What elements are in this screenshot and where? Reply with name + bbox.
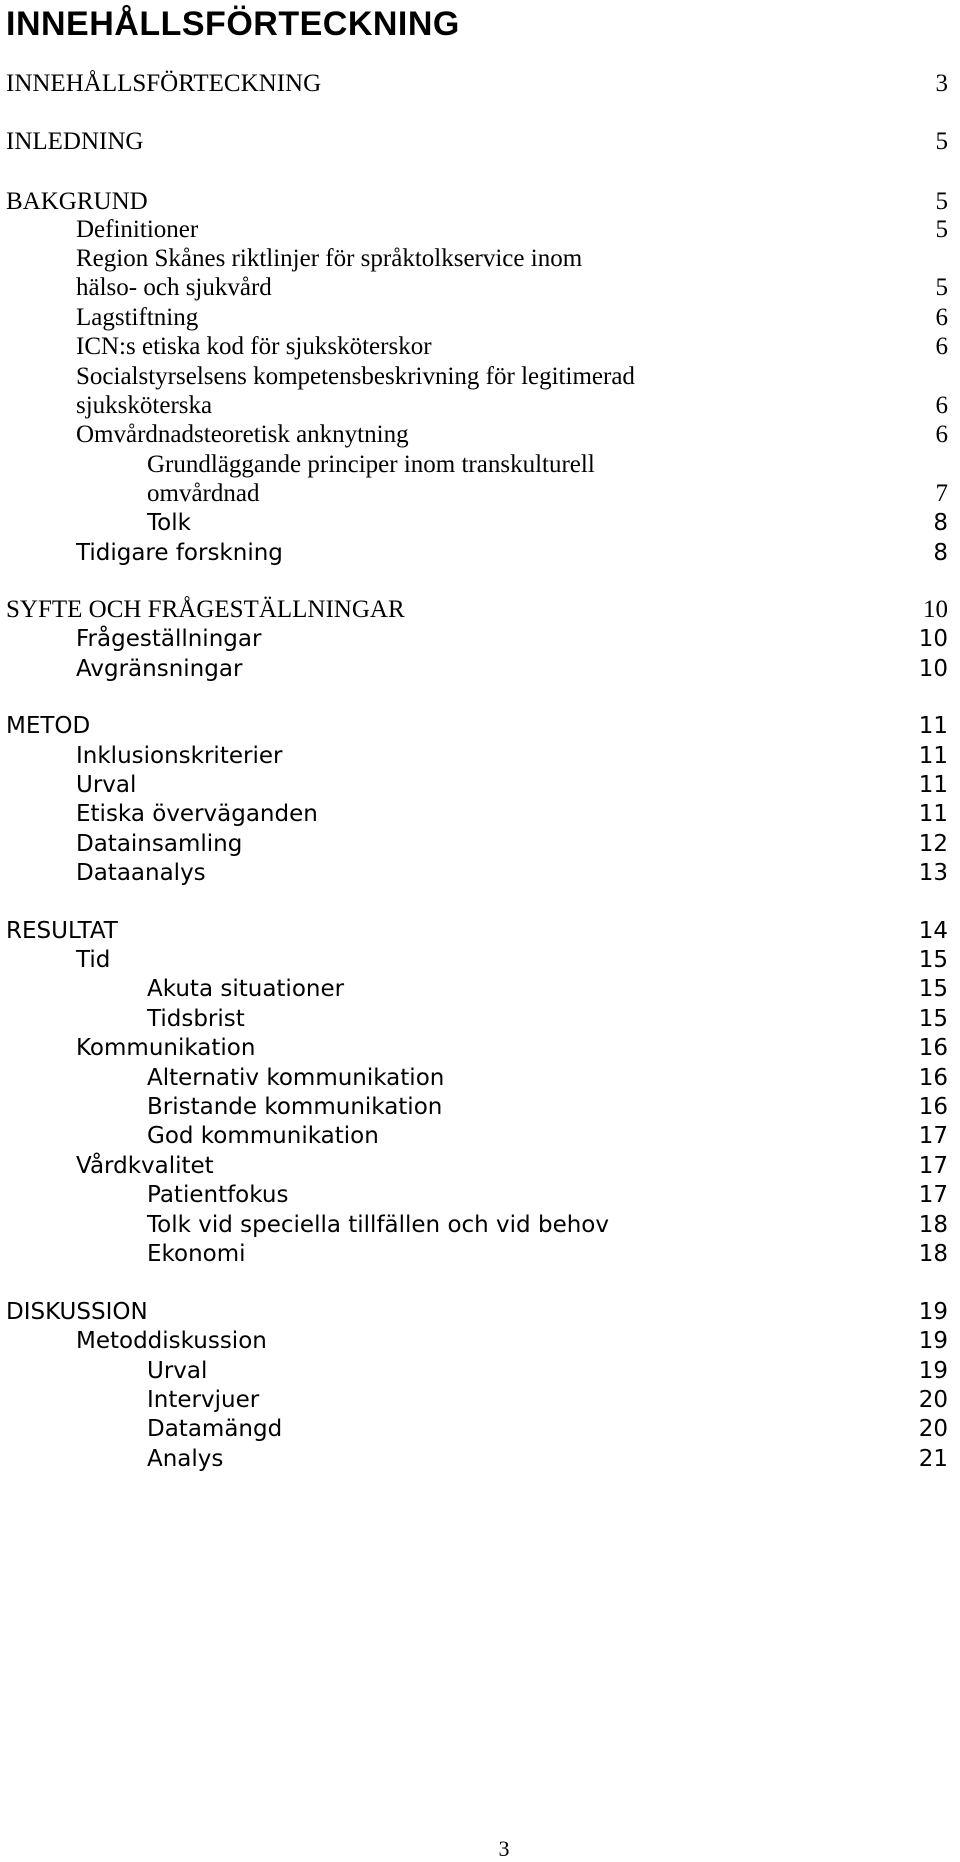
toc-entry-page: 11 <box>918 713 948 739</box>
toc-entry-label: Socialstyrselsens kompetensbeskrivning för legitimerad <box>76 363 635 390</box>
toc-entry-label: DISKUSSION <box>6 1299 148 1325</box>
toc-entry-page: 13 <box>918 860 948 886</box>
toc-entry-label: Urval <box>76 772 137 798</box>
toc-entry-page: 15 <box>918 976 948 1002</box>
toc-entry-label: omvårdnad <box>147 480 260 507</box>
toc-entry-label: Dataanalys <box>76 860 206 886</box>
toc-entry <box>0 271 958 305</box>
toc-entry-label: Tolk vid speciella tillfällen och vid behov <box>147 1212 609 1238</box>
toc-entry-page: 19 <box>918 1328 948 1354</box>
toc-entry-label: sjuksköterska <box>76 392 213 419</box>
toc-entry-page: 17 <box>918 1153 948 1179</box>
toc-entry-label: Tolk <box>147 510 191 536</box>
toc-entry <box>0 622 958 656</box>
toc-entry <box>0 652 958 686</box>
toc-entry <box>0 1178 958 1212</box>
toc-entry-label: Tidsbrist <box>147 1006 245 1032</box>
toc-entry-label: Ekonomi <box>147 1241 246 1267</box>
toc-entry-page: 19 <box>918 1299 948 1325</box>
toc-entry-label: Kommunikation <box>76 1035 256 1061</box>
toc-entry-page: 11 <box>918 801 948 827</box>
toc-entry-label: ICN:s etiska kod för sjuksköterskor <box>76 333 432 360</box>
toc-entry-label: SYFTE OCH FRÅGESTÄLLNINGAR <box>6 596 405 623</box>
toc-entry-label: METOD <box>6 713 91 739</box>
toc-entry <box>0 1031 958 1065</box>
toc-entry-label: Avgränsningar <box>76 656 243 682</box>
toc-entry-label: hälso- och sjukvård <box>76 274 272 301</box>
toc-entry-page: 11 <box>918 743 948 769</box>
toc-entry <box>0 797 958 831</box>
toc-entry-label: Inklusionskriterier <box>76 743 283 769</box>
toc-entry-page: 6 <box>935 421 948 448</box>
toc-entry-page: 5 <box>935 128 948 155</box>
toc-entry <box>0 1442 958 1476</box>
toc-entry-label: Metoddiskussion <box>76 1328 267 1354</box>
toc-entry-label: RESULTAT <box>6 918 118 944</box>
toc-entry-page: 18 <box>918 1241 948 1267</box>
toc-entry-label: Patientfokus <box>147 1182 289 1208</box>
toc-entry <box>0 709 958 743</box>
toc-entry-label: Frågeställningar <box>76 626 262 652</box>
toc-entry-page: 19 <box>918 1358 948 1384</box>
toc-entry-label: Vårdkvalitet <box>76 1153 214 1179</box>
toc-entry <box>0 418 958 452</box>
document-title: INNEHÅLLSFÖRTECKNING <box>6 5 460 43</box>
toc-entry-label: Tidigare forskning <box>76 540 283 566</box>
toc-entry <box>0 1324 958 1358</box>
toc-entry-page: 6 <box>935 392 948 419</box>
toc-entry <box>0 125 958 159</box>
toc-entry-page: 3 <box>935 70 948 97</box>
toc-entry-page: 6 <box>935 304 948 331</box>
toc-entry <box>0 330 958 364</box>
toc-entry-page: 20 <box>918 1416 948 1442</box>
toc-entry <box>0 972 958 1006</box>
toc-entry <box>0 856 958 890</box>
toc-entry-page: 5 <box>935 274 948 301</box>
toc-entry-label: Urval <box>147 1358 208 1384</box>
toc-entry-label: Lagstiftning <box>76 304 199 331</box>
toc-entry-label: God kommunikation <box>147 1123 379 1149</box>
toc-entry-label: Analys <box>147 1446 224 1472</box>
toc-entry-page: 16 <box>918 1094 948 1120</box>
toc-entry-label: INLEDNING <box>6 128 144 155</box>
toc-entry-page: 18 <box>918 1212 948 1238</box>
toc-entry-page: 17 <box>918 1182 948 1208</box>
toc-entry-page: 6 <box>935 333 948 360</box>
toc-entry-label: Tid <box>76 947 111 973</box>
toc-entry-page: 17 <box>918 1123 948 1149</box>
toc-entry-page: 21 <box>918 1446 948 1472</box>
toc-entry-label: Definitioner <box>76 216 199 243</box>
toc-entry-page: 10 <box>918 626 948 652</box>
toc-entry <box>0 1412 958 1446</box>
toc-entry-label: BAKGRUND <box>6 188 148 215</box>
toc-entry <box>0 1119 958 1153</box>
toc-entry-label: Datainsamling <box>76 831 243 857</box>
toc-entry-page: 11 <box>918 772 948 798</box>
toc-entry <box>0 1237 958 1271</box>
toc-entry-label: Grundläggande principer inom transkulturell <box>147 451 595 478</box>
toc-entry-label: Intervjuer <box>147 1387 260 1413</box>
toc-entry-page: 16 <box>918 1065 948 1091</box>
toc-entry-page: 15 <box>918 1006 948 1032</box>
toc-entry-page: 20 <box>918 1387 948 1413</box>
toc-entry-label: Omvårdnadsteoretisk anknytning <box>76 421 409 448</box>
toc-entry-page: 12 <box>918 831 948 857</box>
toc-entry-page: 5 <box>935 188 948 215</box>
toc-entry-page: 10 <box>923 596 948 623</box>
toc-entry-label: Alternativ kommunikation <box>147 1065 445 1091</box>
toc-entry-page: 16 <box>918 1035 948 1061</box>
toc-entry-label: INNEHÅLLSFÖRTECKNING <box>6 70 322 97</box>
toc-entry-page: 8 <box>933 510 948 536</box>
toc-entry-label: Datamängd <box>147 1416 283 1442</box>
toc-entry-label: Bristande kommunikation <box>147 1094 443 1120</box>
toc-entry-page: 7 <box>935 480 948 507</box>
toc-entry-label: Region Skånes riktlinjer för språktolkservice inom <box>76 245 583 272</box>
page-number: 3 <box>498 1836 510 1861</box>
toc-entry-page: 14 <box>918 918 948 944</box>
toc-entry-page: 8 <box>933 540 948 566</box>
toc-entry-label: Etiska överväganden <box>76 801 318 827</box>
toc-entry <box>0 67 958 101</box>
toc-entry <box>0 506 958 540</box>
toc-entry-page: 15 <box>918 947 948 973</box>
toc-entry-page: 5 <box>935 216 948 243</box>
toc-entry <box>0 536 958 570</box>
toc-entry-page: 10 <box>918 656 948 682</box>
toc-entry-label: Akuta situationer <box>147 976 345 1002</box>
